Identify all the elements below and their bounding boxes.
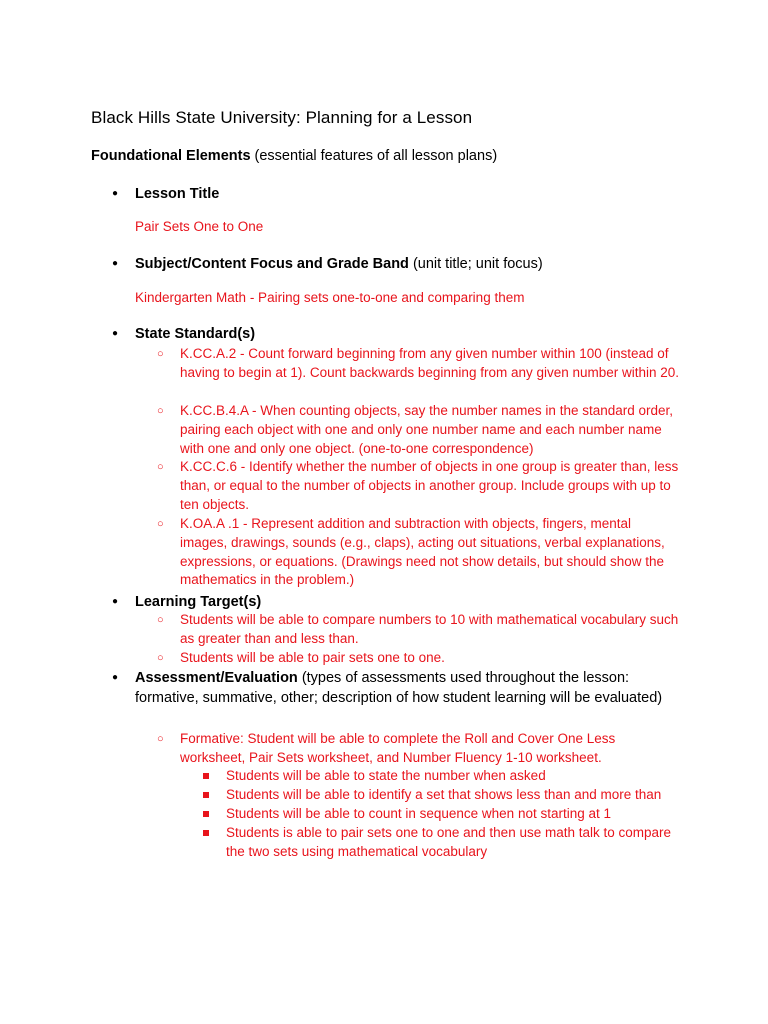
square-bullet-icon <box>203 830 209 836</box>
bullet-icon: ● <box>112 672 119 683</box>
subject-value: Kindergarten Math - Pairing sets one-to-one and comparing them <box>135 290 525 305</box>
subject-label: Subject/Content Focus and Grade Band <box>135 256 409 272</box>
standard-text: K.CC.C.6 - Identify whether the number of objects in one group is greater than, less than, or equal to the number of objects in another group. Include groups with up to ten objects. <box>180 459 679 512</box>
assessment-sub-item <box>226 786 686 805</box>
standard-item <box>157 345 680 383</box>
standard-item <box>157 458 680 514</box>
circle-bullet-icon: ○ <box>157 348 164 360</box>
foundational-heading <box>91 148 497 164</box>
bullet-icon: ● <box>112 258 119 269</box>
circle-bullet-icon: ○ <box>157 518 164 530</box>
targets-label: Learning Target(s) <box>135 594 262 610</box>
target-text: Students will be able to pair sets one to one. <box>180 650 445 665</box>
foundational-label: Foundational Elements <box>91 148 251 164</box>
circle-bullet-icon: ○ <box>157 405 164 417</box>
target-item <box>157 611 680 649</box>
bullet-icon: ● <box>112 188 119 199</box>
foundational-note: (essential features of all lesson plans) <box>250 148 498 164</box>
square-bullet-icon <box>203 773 209 779</box>
assessment-sub-text: Students will be able to count in sequence when not starting at 1 <box>226 806 612 821</box>
standard-item <box>157 515 680 590</box>
assessment-sub-text: Students is able to pair sets one to one and then use math talk to compare the two sets using mathematical vocabulary <box>226 825 672 859</box>
assessment-sub-item <box>226 824 686 862</box>
standards-item <box>112 324 695 344</box>
formative-text: Formative: Student will be able to complete the Roll and Cover One Less worksheet, Pair Sets worksheet, and Number Fluency 1-10 worksheet. <box>180 731 616 765</box>
assessment-label: Assessment/Evaluation <box>135 670 298 686</box>
subject-item <box>112 254 695 274</box>
target-item <box>157 649 680 668</box>
standards-label: State Standard(s) <box>135 326 256 342</box>
bullet-icon: ● <box>112 596 119 607</box>
standard-text: K.CC.A.2 - Count forward beginning from any given number within 100 (instead of having to begin at 1). Count backwards beginning from any given number within 20. <box>180 346 680 380</box>
circle-bullet-icon: ○ <box>157 461 164 473</box>
page-title: Black Hills State University: Planning for a Lesson <box>91 108 473 127</box>
circle-bullet-icon: ○ <box>157 652 164 664</box>
assessment-sub-item <box>226 767 686 786</box>
lesson-title-item <box>112 184 695 204</box>
standard-text: K.OA.A .1 - Represent addition and subtraction with objects, fingers, mental images, drawings, sounds (e.g., claps), acting out situations, verbal explanations, expressions, or equations. (Drawings need not show details, but should show the mathematics in the problem.) <box>180 516 665 588</box>
lesson-title-value: Pair Sets One to One <box>135 219 264 234</box>
lesson-title-label: Lesson Title <box>135 186 220 202</box>
assessment-sub-text: Students will be able to identify a set that shows less than and more than <box>226 787 662 802</box>
standard-item <box>157 402 680 458</box>
assessment-note: (types of assessments used throughout the lesson: formative, summative, other; description of how student learning will be evaluated) <box>135 670 663 706</box>
target-text: Students will be able to compare numbers to 10 with mathematical vocabulary such as greater than and less than. <box>180 612 679 646</box>
standard-text: K.CC.B.4.A - When counting objects, say the number names in the standard order, pairing each object with one and only one number name and each number name with one and only one object. (one-to-one correspondence) <box>180 403 674 456</box>
formative-item <box>157 730 680 768</box>
targets-item <box>112 592 695 612</box>
assessment-sub-item <box>226 805 686 824</box>
bullet-icon: ● <box>112 328 119 339</box>
assessment-item <box>112 668 695 708</box>
circle-bullet-icon: ○ <box>157 614 164 626</box>
square-bullet-icon <box>203 792 209 798</box>
square-bullet-icon <box>203 811 209 817</box>
circle-bullet-icon: ○ <box>157 733 164 745</box>
assessment-sub-text: Students will be able to state the number when asked <box>226 768 546 783</box>
subject-note: (unit title; unit focus) <box>408 256 543 272</box>
